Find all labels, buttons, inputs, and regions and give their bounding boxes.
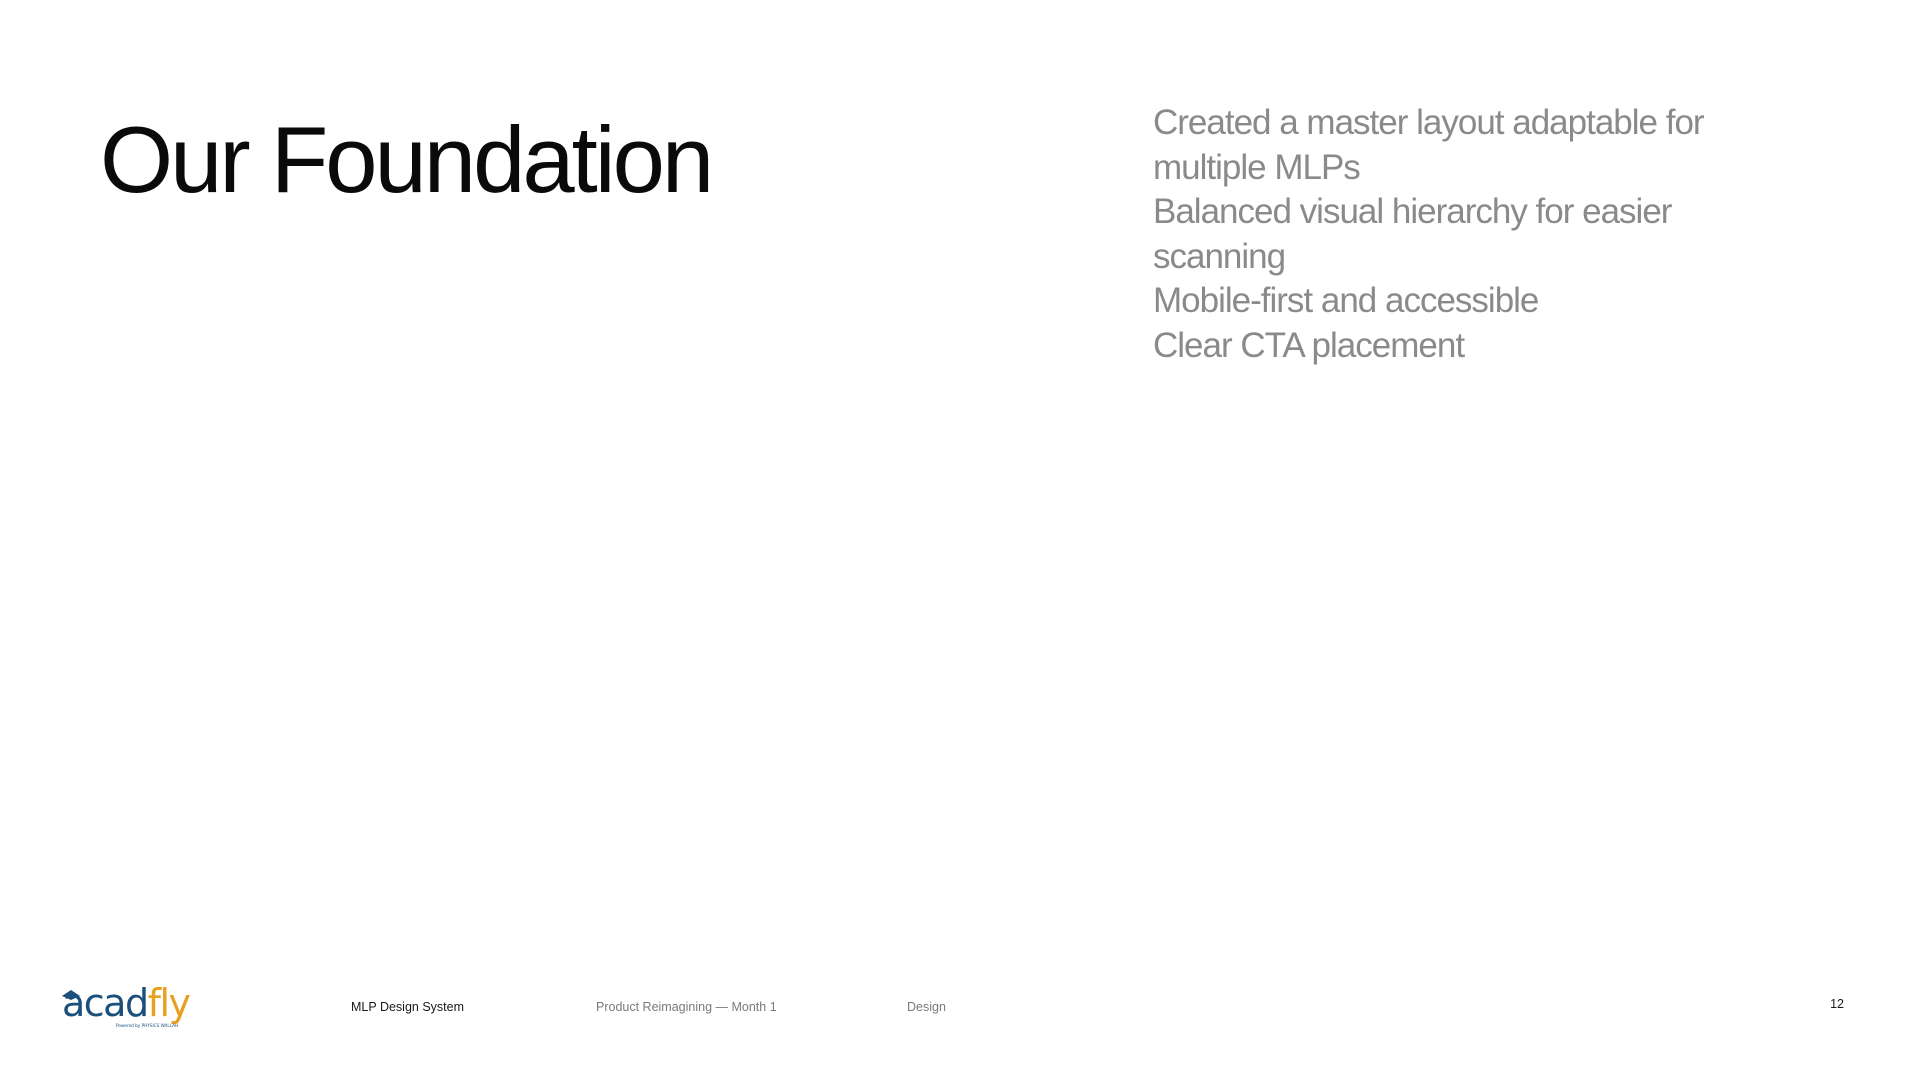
footer-category: Design xyxy=(907,1000,946,1014)
foundation-point: Created a master layout adaptable for multiple MLPs xyxy=(1153,103,1704,187)
page-number: 12 xyxy=(1830,997,1844,1011)
slide-title: Our Foundation xyxy=(100,107,712,212)
foundation-point: Mobile-first and accessible xyxy=(1153,281,1539,320)
foundation-point: Clear CTA placement xyxy=(1153,325,1465,365)
foundation-point: Balanced visual hierarchy for easier scanning xyxy=(1153,192,1672,276)
logo-wordmark: acadfly xyxy=(62,984,190,1025)
footer-doc-title: MLP Design System xyxy=(351,1000,465,1014)
footer-section: Product Reimagining — Month 1 xyxy=(596,1000,777,1014)
acadfly-logo xyxy=(59,984,219,1030)
logo-tagline: Powered by PHYSICS WALLAH xyxy=(116,1023,179,1028)
foundation-points-list xyxy=(1153,101,1793,368)
